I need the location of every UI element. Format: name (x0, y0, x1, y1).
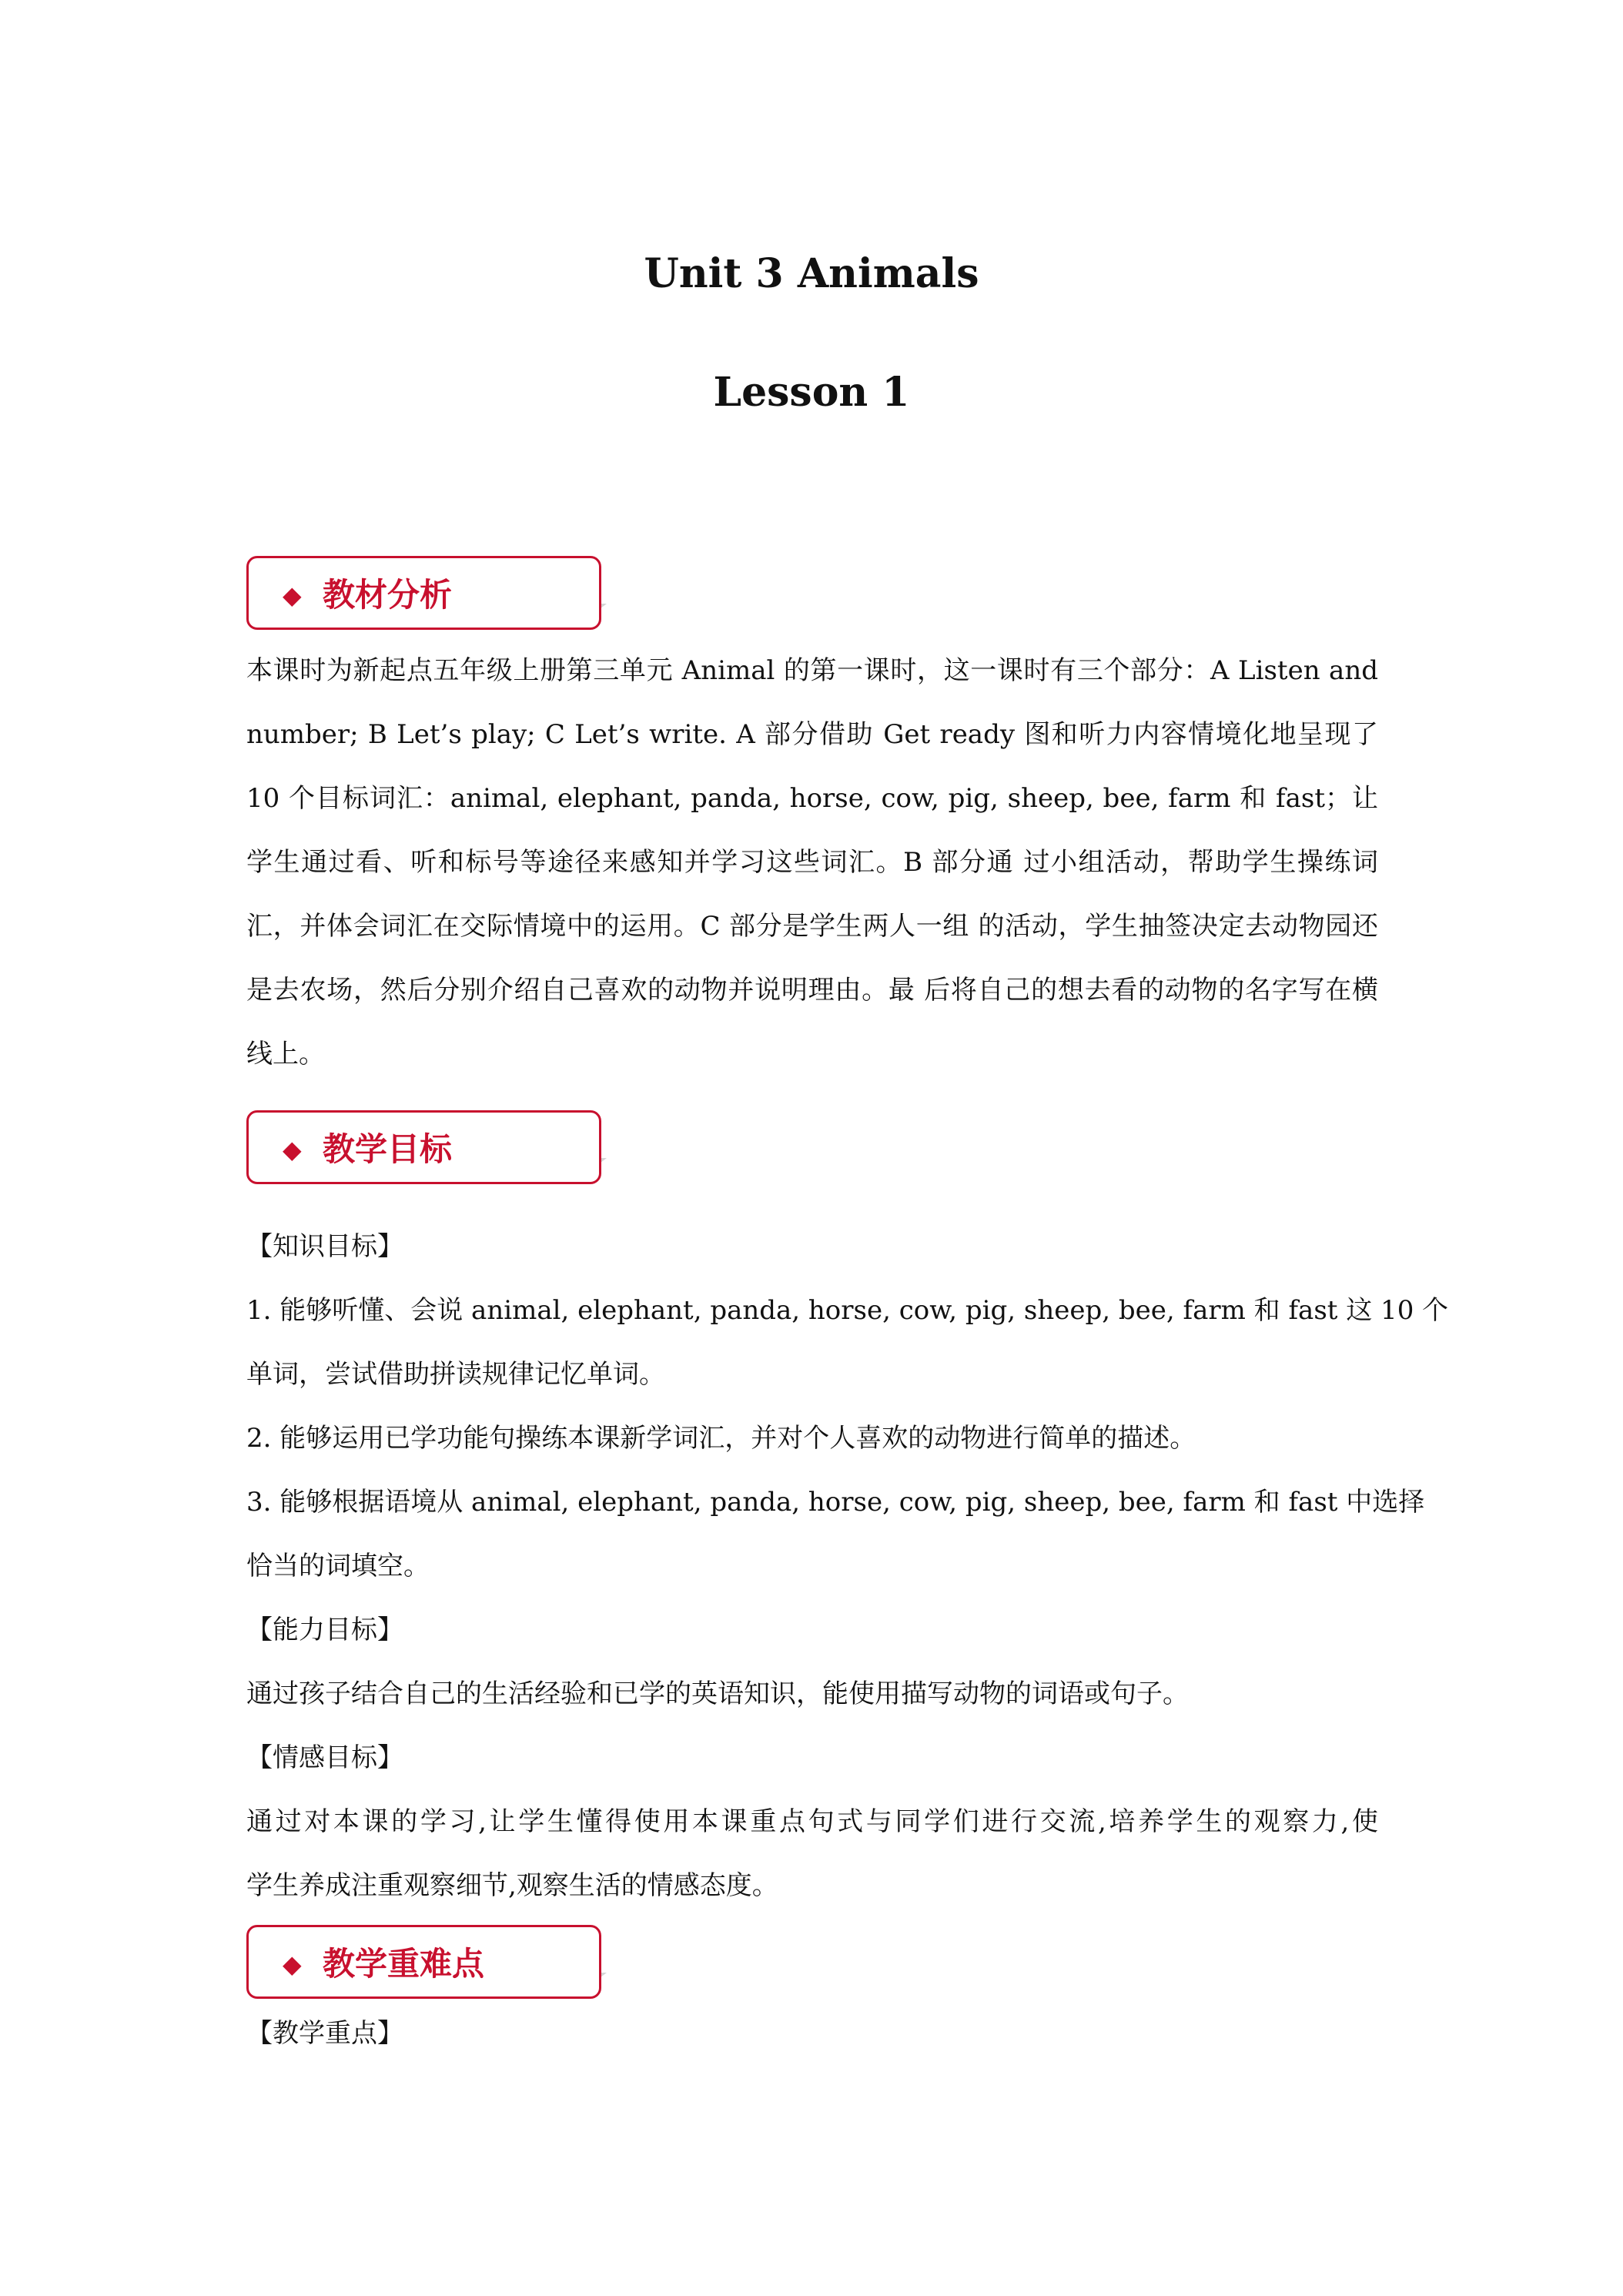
diamond-icon: ◆ (283, 1950, 302, 1979)
ability-text: 通过孩子结合自己的生活经验和已学的英语知识，能使用描写动物的词语或句子。 (246, 1678, 1189, 1709)
emotion-text-line-1: 通过对本课的学习,让学生懂得使用本课重点句式与同学们进行交流,培养学生的观察力,使 (246, 1806, 1378, 1837)
section-header-objectives (246, 1110, 604, 1187)
emotion-text-line-2: 学生养成注重观察细节,观察生活的情感态度。 (246, 1870, 778, 1901)
key-heading: 【教学重点】 (246, 2018, 403, 2049)
emotion-heading: 【情感目标】 (246, 1742, 403, 1773)
section-label-analysis: 教材分析 (323, 576, 453, 614)
section-label-key-points: 教学重难点 (323, 1945, 485, 1983)
diamond-icon: ◆ (283, 581, 302, 610)
header-box (246, 1110, 601, 1184)
section-header-analysis (246, 556, 604, 633)
knowledge-item-1-line-2: 单词，尝试借助拼读规律记忆单词。 (246, 1359, 665, 1390)
section-label-objectives: 教学目标 (323, 1130, 453, 1168)
analysis-paragraph: 本课时为新起点五年级上册第三单元 Animal 的第一课时，这一课时有三个部分：A Listen and number; B Let’s play; C Let’s write. A 部分借助 Get ready 图和听力内容情境化地呈现了 10 个目标词汇：animal, elephant, panda, horse, cow, pig, sheep, bee, farm 和 fast；让学生通过看、听和标号等途径来感知并学习这些词汇。B 部分通 过小组活动，帮助学生操练词汇，并体会词汇在交际情境中的运用。C 部分是学生两人一组 的活动，学生抽签决定去动物园还是去农场，然后分别介绍自己喜欢的动物并说明理由。最 后将自己的想去看的动物的名字写在横线上。 (246, 655, 1378, 1069)
knowledge-item-3-line-2: 恰当的词填空。 (246, 1551, 430, 1581)
header-box (246, 556, 601, 630)
section-header-key-points (246, 1925, 604, 2002)
header-box (246, 1925, 601, 1999)
ability-heading: 【能力目标】 (246, 1615, 403, 1645)
knowledge-heading: 【知识目标】 (246, 1231, 403, 1262)
unit-title: Unit 3 Animals (644, 250, 979, 297)
diamond-icon: ◆ (283, 1135, 302, 1164)
knowledge-item-2: 2. 能够运用已学功能句操练本课新学词汇，并对个人喜欢的动物进行简单的描述。 (246, 1423, 1196, 1454)
lesson-title: Lesson 1 (713, 369, 910, 416)
knowledge-item-1-line-1: 1. 能够听懂、会说 animal, elephant, panda, horse, cow, pig, sheep, bee, farm 和 fast 这 10 个 (246, 1295, 1449, 1326)
knowledge-item-3-line-1: 3. 能够根据语境从 animal, elephant, panda, horse, cow, pig, sheep, bee, farm 和 fast 中选择 (246, 1487, 1425, 1518)
